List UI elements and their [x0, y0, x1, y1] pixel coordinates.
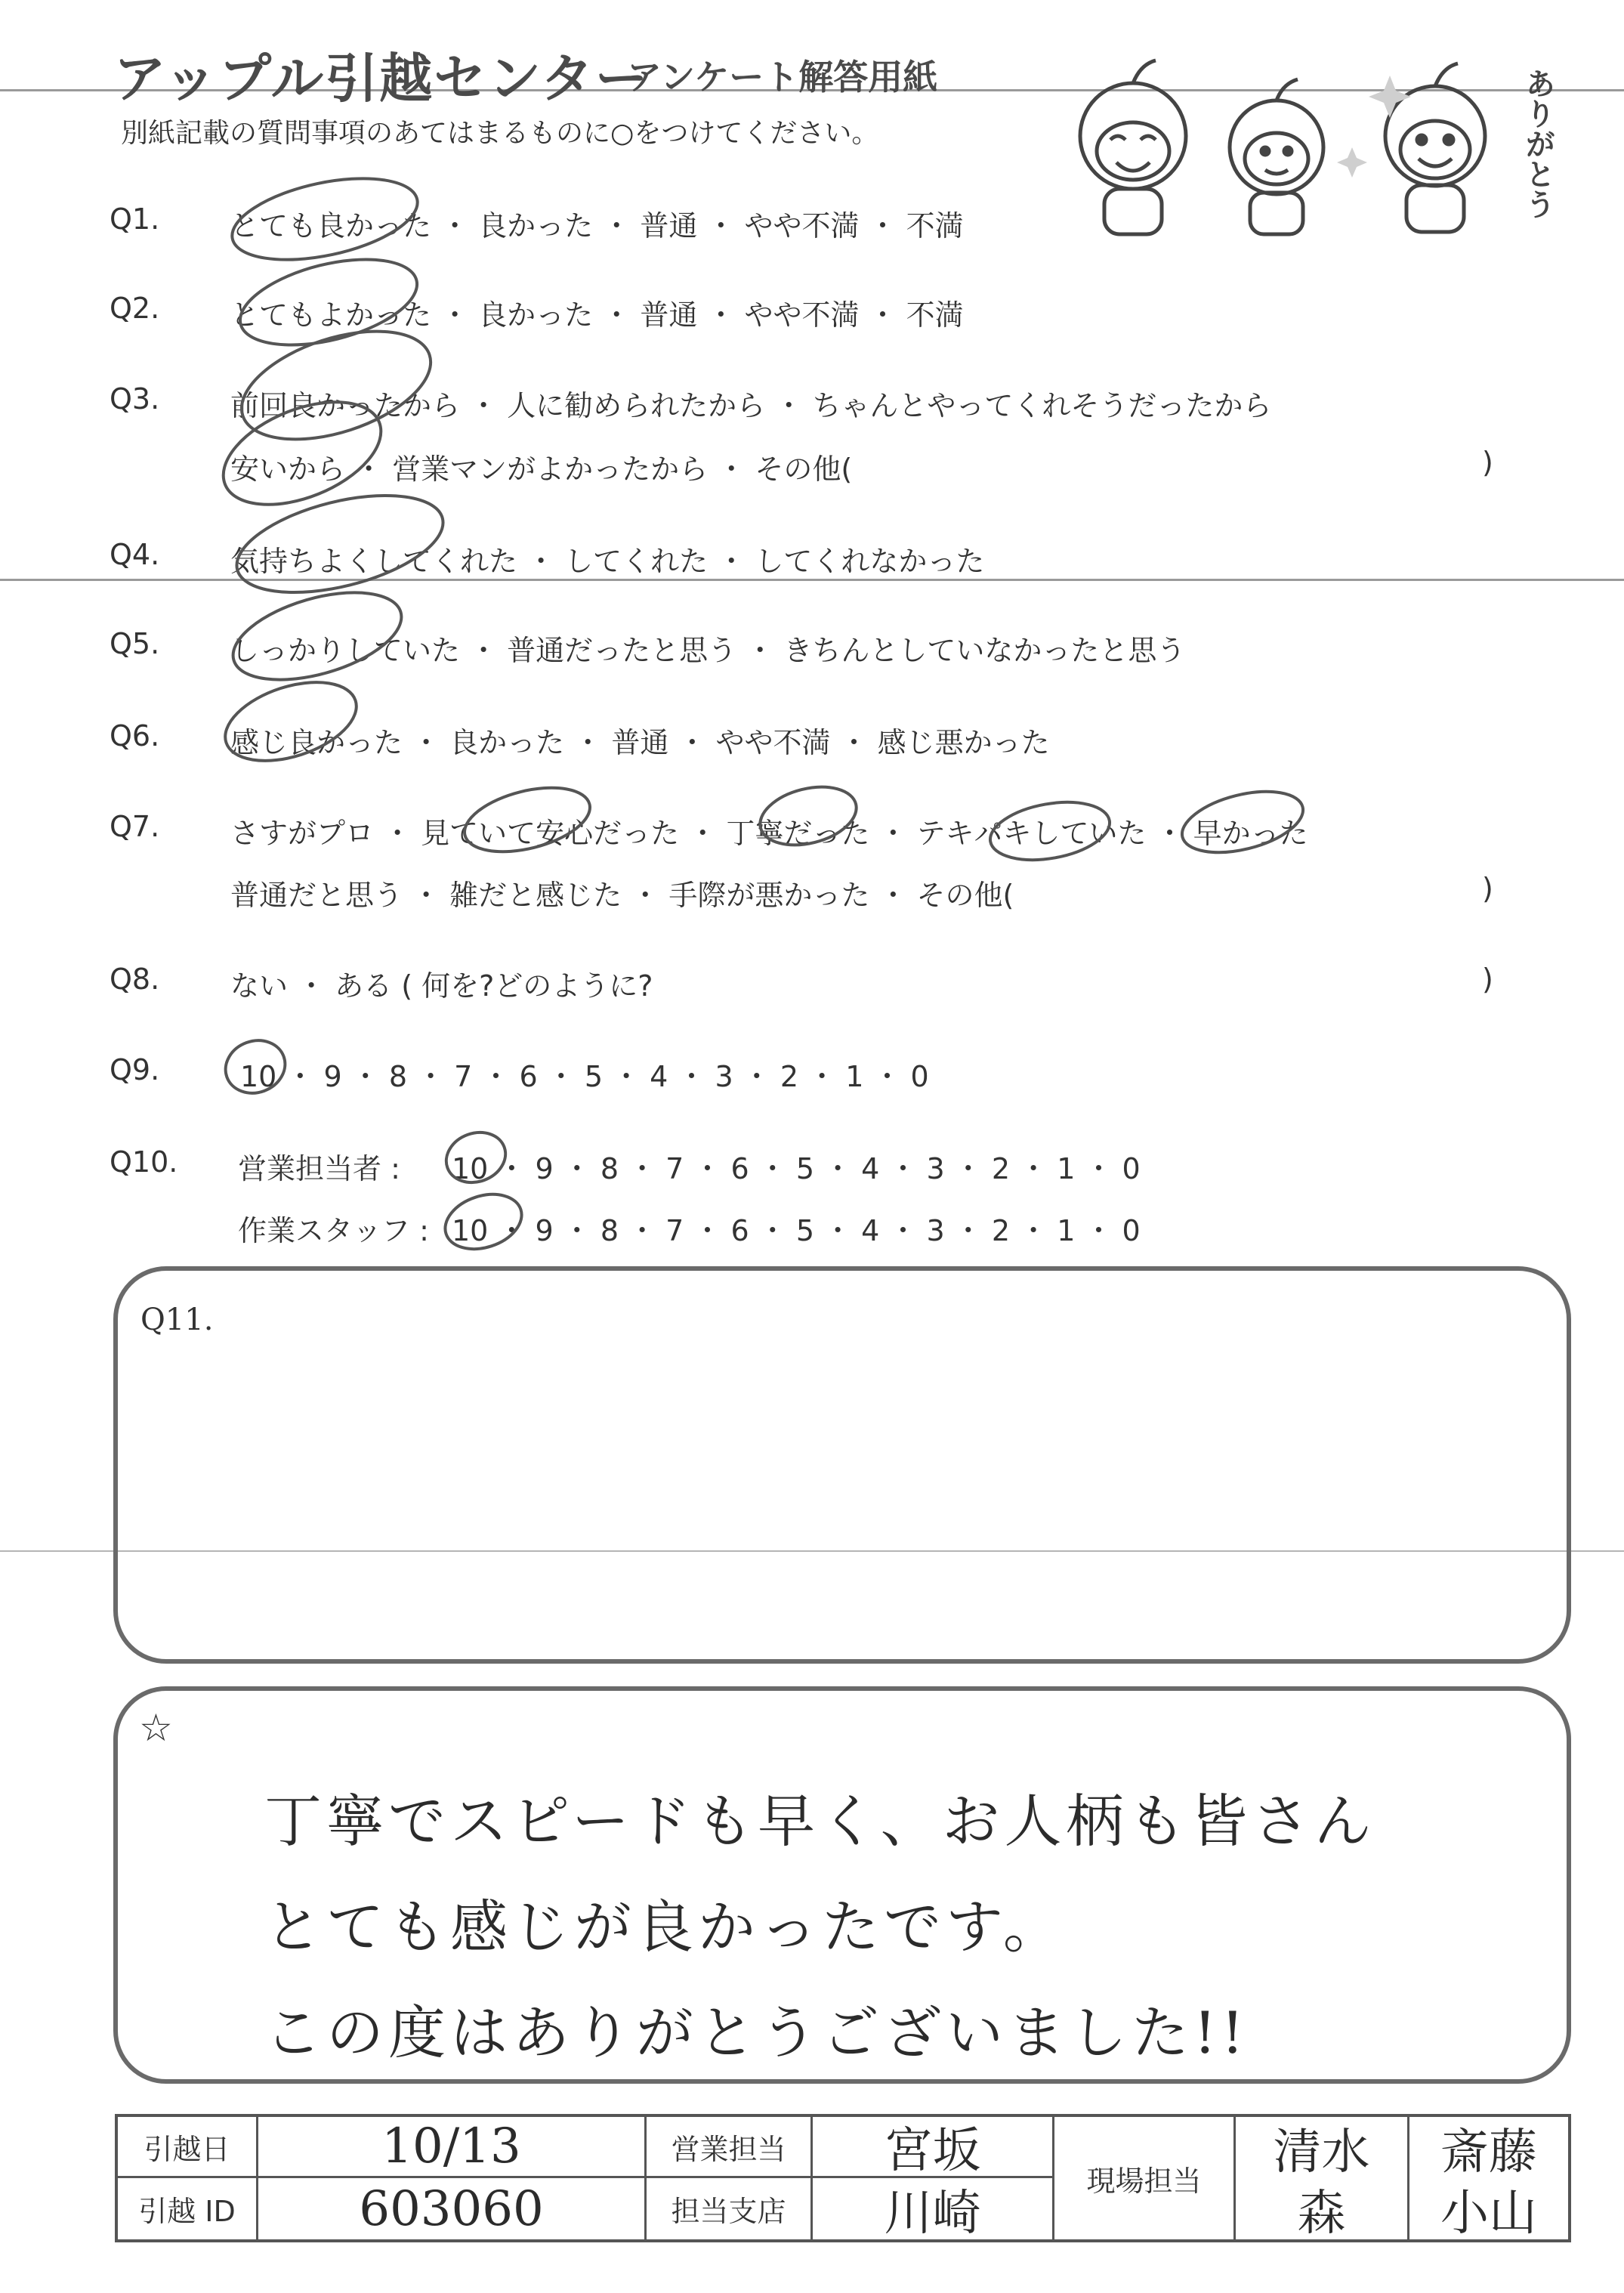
q4-circle	[227, 477, 453, 610]
q7-options-line1[interactable]: さすがプロ ・ 見ていて安心だった ・ 丁寧だった ・ テキパキしていた ・ 早かった	[230, 817, 1308, 850]
q10-staff-label: 作業スタッフ :	[238, 1214, 429, 1247]
site-staff-1[interactable]: 清水	[1236, 2117, 1409, 2178]
q8-options[interactable]: ない ・ ある ( 何を?どのように?	[230, 969, 653, 1003]
q9-circle	[218, 1032, 292, 1101]
q7-close-paren: )	[1482, 872, 1493, 905]
site-staff-4[interactable]: 小山	[1440, 2185, 1537, 2242]
q1-options[interactable]: とても良かった ・ 良かった ・ 普通 ・ やや不満 ・ 不満	[230, 209, 964, 243]
form-subtitle: アンケート解答用紙	[627, 57, 938, 97]
q4-options[interactable]: 気持ちよくしてくれた ・ してくれた ・ してくれなかった	[230, 545, 985, 578]
q7-circle-d	[1176, 780, 1310, 864]
q10-sales-label: 営業担当者 :	[238, 1152, 400, 1185]
q10-label: Q10.	[110, 1145, 178, 1179]
q1-label: Q1.	[110, 202, 160, 236]
company-title: アップル引越センター	[113, 48, 650, 110]
q7-label: Q7.	[110, 810, 160, 843]
q2-options[interactable]: とてもよかった ・ 良かった ・ 普通 ・ やや不満 ・ 不満	[230, 298, 964, 332]
q5-label: Q5.	[110, 627, 160, 660]
q8-label: Q8.	[110, 963, 160, 996]
instruction-text: 別紙記載の質問事項のあてはまるものに○をつけてください。	[121, 118, 879, 149]
move-date-label: 引越日	[118, 2117, 258, 2178]
q3-options-line2[interactable]: 安いから ・ 営業マンがよかったから ・ その他(	[230, 453, 853, 486]
site-staff-label: 現場担当	[1054, 2117, 1236, 2239]
q6-options[interactable]: 感じ良かった ・ 良かった ・ 普通 ・ やや不満 ・ 感じ悪かった	[230, 726, 1050, 759]
move-date-value[interactable]: 10/13	[258, 2117, 647, 2178]
q5-circle	[224, 576, 412, 697]
q3-circle-a	[228, 311, 444, 460]
footer-table	[115, 2114, 1571, 2242]
sales-value[interactable]: 宮坂	[813, 2117, 1054, 2178]
site-staff-2[interactable]: 森	[1236, 2178, 1409, 2239]
q10-staff-scale[interactable]: 10 ・ 9 ・ 8 ・ 7 ・ 6 ・ 5 ・ 4 ・ 3 ・ 2 ・ 1 ・ 0	[452, 1214, 1141, 1247]
comment-line-2: とても感じが良かったです。	[264, 1893, 1065, 1961]
q5-options[interactable]: しっかりしていた ・ 普通だったと思う ・ きちんとしていなかったと思う	[230, 634, 1186, 667]
comment-line-3: この度はありがとうございました!!	[264, 1999, 1249, 2066]
move-id-value[interactable]: 603060	[258, 2178, 647, 2239]
q3-circle-b	[208, 382, 395, 525]
q2-circle	[231, 243, 425, 360]
q6-label: Q6.	[110, 719, 160, 752]
q10-sales-circle	[439, 1124, 512, 1191]
q11-label: Q11.	[140, 1303, 214, 1337]
q9-label: Q9.	[110, 1053, 160, 1086]
q7-circle-b	[754, 777, 863, 854]
star-icon: ☆	[139, 1706, 173, 1750]
sales-label: 営業担当	[647, 2117, 813, 2178]
comment-line-1: 丁寧でスピードも早く、お人柄も皆さん	[264, 1788, 1376, 1855]
q3-options-line1[interactable]: 前回良かったから ・ 人に勧められたから ・ ちゃんとやってくれそうだったから	[230, 389, 1272, 422]
q10-staff-circle	[438, 1185, 529, 1259]
mascot-caption: ありがとう	[1521, 68, 1555, 219]
q6-circle	[215, 667, 366, 775]
q7-circle-a	[458, 777, 596, 864]
q2-label: Q2.	[110, 292, 160, 325]
site-staff-3[interactable]: 斎藤	[1440, 2124, 1537, 2180]
q4-label: Q4.	[110, 538, 160, 571]
q7-circle-c	[986, 794, 1114, 869]
branch-label: 担当支店	[647, 2178, 813, 2239]
q8-close-paren: )	[1482, 963, 1493, 996]
q1-circle	[225, 164, 425, 274]
q3-label: Q3.	[110, 382, 160, 416]
q3-close-paren: )	[1482, 446, 1493, 479]
move-id-label: 引越 ID	[118, 2178, 258, 2239]
branch-value[interactable]: 川崎	[813, 2178, 1054, 2239]
q7-options-line2[interactable]: 普通だと思う ・ 雑だと感じた ・ 手際が悪かった ・ その他(	[230, 879, 1014, 912]
q11-answer-box[interactable]	[113, 1266, 1571, 1664]
q9-scale[interactable]: 10 ・ 9 ・ 8 ・ 7 ・ 6 ・ 5 ・ 4 ・ 3 ・ 2 ・ 1 ・ 0	[240, 1060, 929, 1093]
q10-sales-scale[interactable]: 10 ・ 9 ・ 8 ・ 7 ・ 6 ・ 5 ・ 4 ・ 3 ・ 2 ・ 1 ・ 0	[452, 1152, 1141, 1185]
